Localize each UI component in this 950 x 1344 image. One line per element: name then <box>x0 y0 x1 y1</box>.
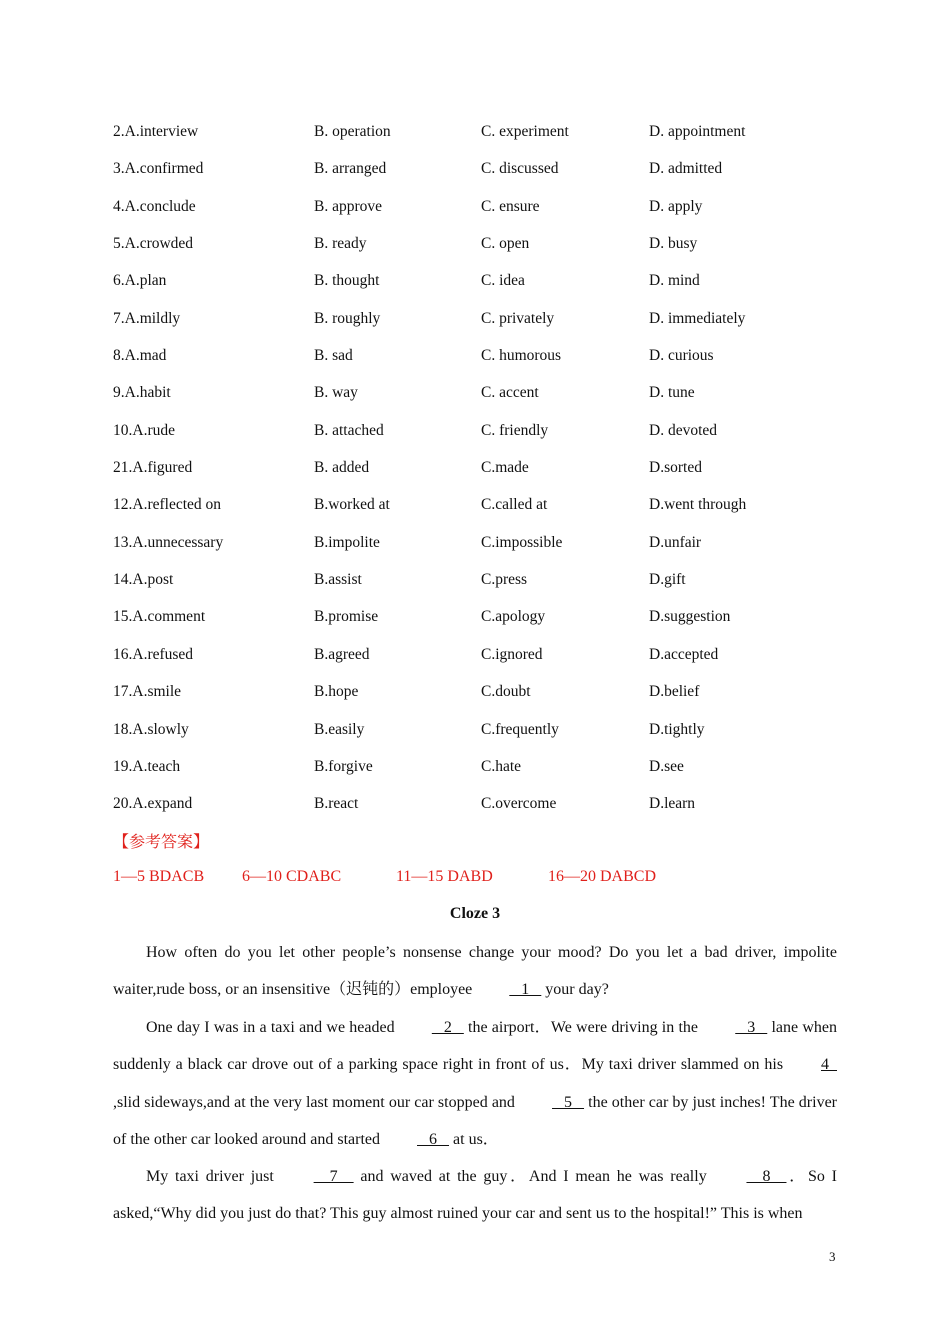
answer-group: 6—10 CDABC <box>242 868 342 885</box>
option-row: 9.A.habit B. way C. accent D. tune <box>113 384 695 402</box>
blank-3: 3 <box>735 1019 768 1036</box>
blank-5: 5 <box>552 1093 585 1111</box>
option-row: 10.A.rude B. attached C. friendly D. devoted <box>113 421 718 439</box>
answer-group: 16—20 DABCD <box>548 868 657 885</box>
option-row: 21.A.figured B. added C.made D.sorted <box>113 459 702 477</box>
cloze-paragraph-3: My taxi driver just 7 and waved at the guy．And I mean he was really 8 ．So I asked,“Why did you just do that? This guy almost ruined your car and sent us to the hospital!” This is when <box>113 1158 837 1233</box>
answer-key-heading: 【参考答案】 <box>113 832 210 851</box>
options-list <box>113 121 853 831</box>
option-row: 20.A.expand B.react C.overcome D.learn <box>113 795 696 813</box>
option-row: 18.A.slowly B.easily C.frequently D.tightly <box>113 720 705 738</box>
blank-6: 6 <box>417 1131 450 1149</box>
blank-1: 1 <box>509 981 542 999</box>
option-row: 2.A.interview B. operation C. experiment D. appointment <box>113 123 746 140</box>
option-row: 4.A.conclude B. approve C. ensure D. apply <box>113 197 703 215</box>
option-row: 5.A.crowded B. ready C. open D. busy <box>113 235 698 253</box>
blank-4: 4 <box>821 1056 837 1074</box>
answer-group: 11—15 DABD <box>396 868 493 885</box>
blank-8: 8 <box>746 1168 787 1185</box>
option-row: 17.A.smile B.hope C.doubt D.belief <box>113 683 700 701</box>
cloze-paragraph-2: One day I was in a taxi and we headed 2 the airport．We were driving in the 3 lane when suddenly a black car drove out of a parking space right in front of us．My taxi driver slammed on his 4 ,slid sideways,and at the very last moment our car stopped and 5 the other car by just inches! The driver of the other car looked around and started 6 at us． <box>113 1009 837 1159</box>
option-row: 7.A.mildly B. roughly C. privately D. immediately <box>113 309 746 327</box>
blank-7: 7 <box>313 1168 354 1185</box>
option-row: 14.A.post B.assist C.press D.gift <box>113 571 686 589</box>
cloze-paragraph-1: How often do you let other people’s nonsense change your mood? Do you let a bad driver, impolite waiter,rude boss, or an insensitive（迟钝的）employee 1 your day? <box>113 934 837 1009</box>
blank-2: 2 <box>431 1019 464 1036</box>
answer-group: 1—5 BDACB <box>113 868 205 885</box>
option-row: 6.A.plan B. thought C. idea D. mind <box>113 272 700 290</box>
option-row: 15.A.comment B.promise C.apology D.suggestion <box>113 608 731 626</box>
option-row: 12.A.reflected on B.worked at C.called at D.went through <box>113 496 747 514</box>
option-row: 13.A.unnecessary B.impolite C.impossible D.unfair <box>113 533 702 551</box>
cloze-title: Cloze 3 <box>449 905 501 922</box>
option-row: 3.A.confirmed B. arranged C. discussed D. admitted <box>113 160 723 178</box>
option-row: 8.A.mad B. sad C. humorous D. curious <box>113 347 714 365</box>
option-row: 19.A.teach B.forgive C.hate D.see <box>113 757 684 775</box>
page-number: 3 <box>829 1249 836 1264</box>
option-row: 16.A.refused B.agreed C.ignored D.accepted <box>113 645 719 663</box>
